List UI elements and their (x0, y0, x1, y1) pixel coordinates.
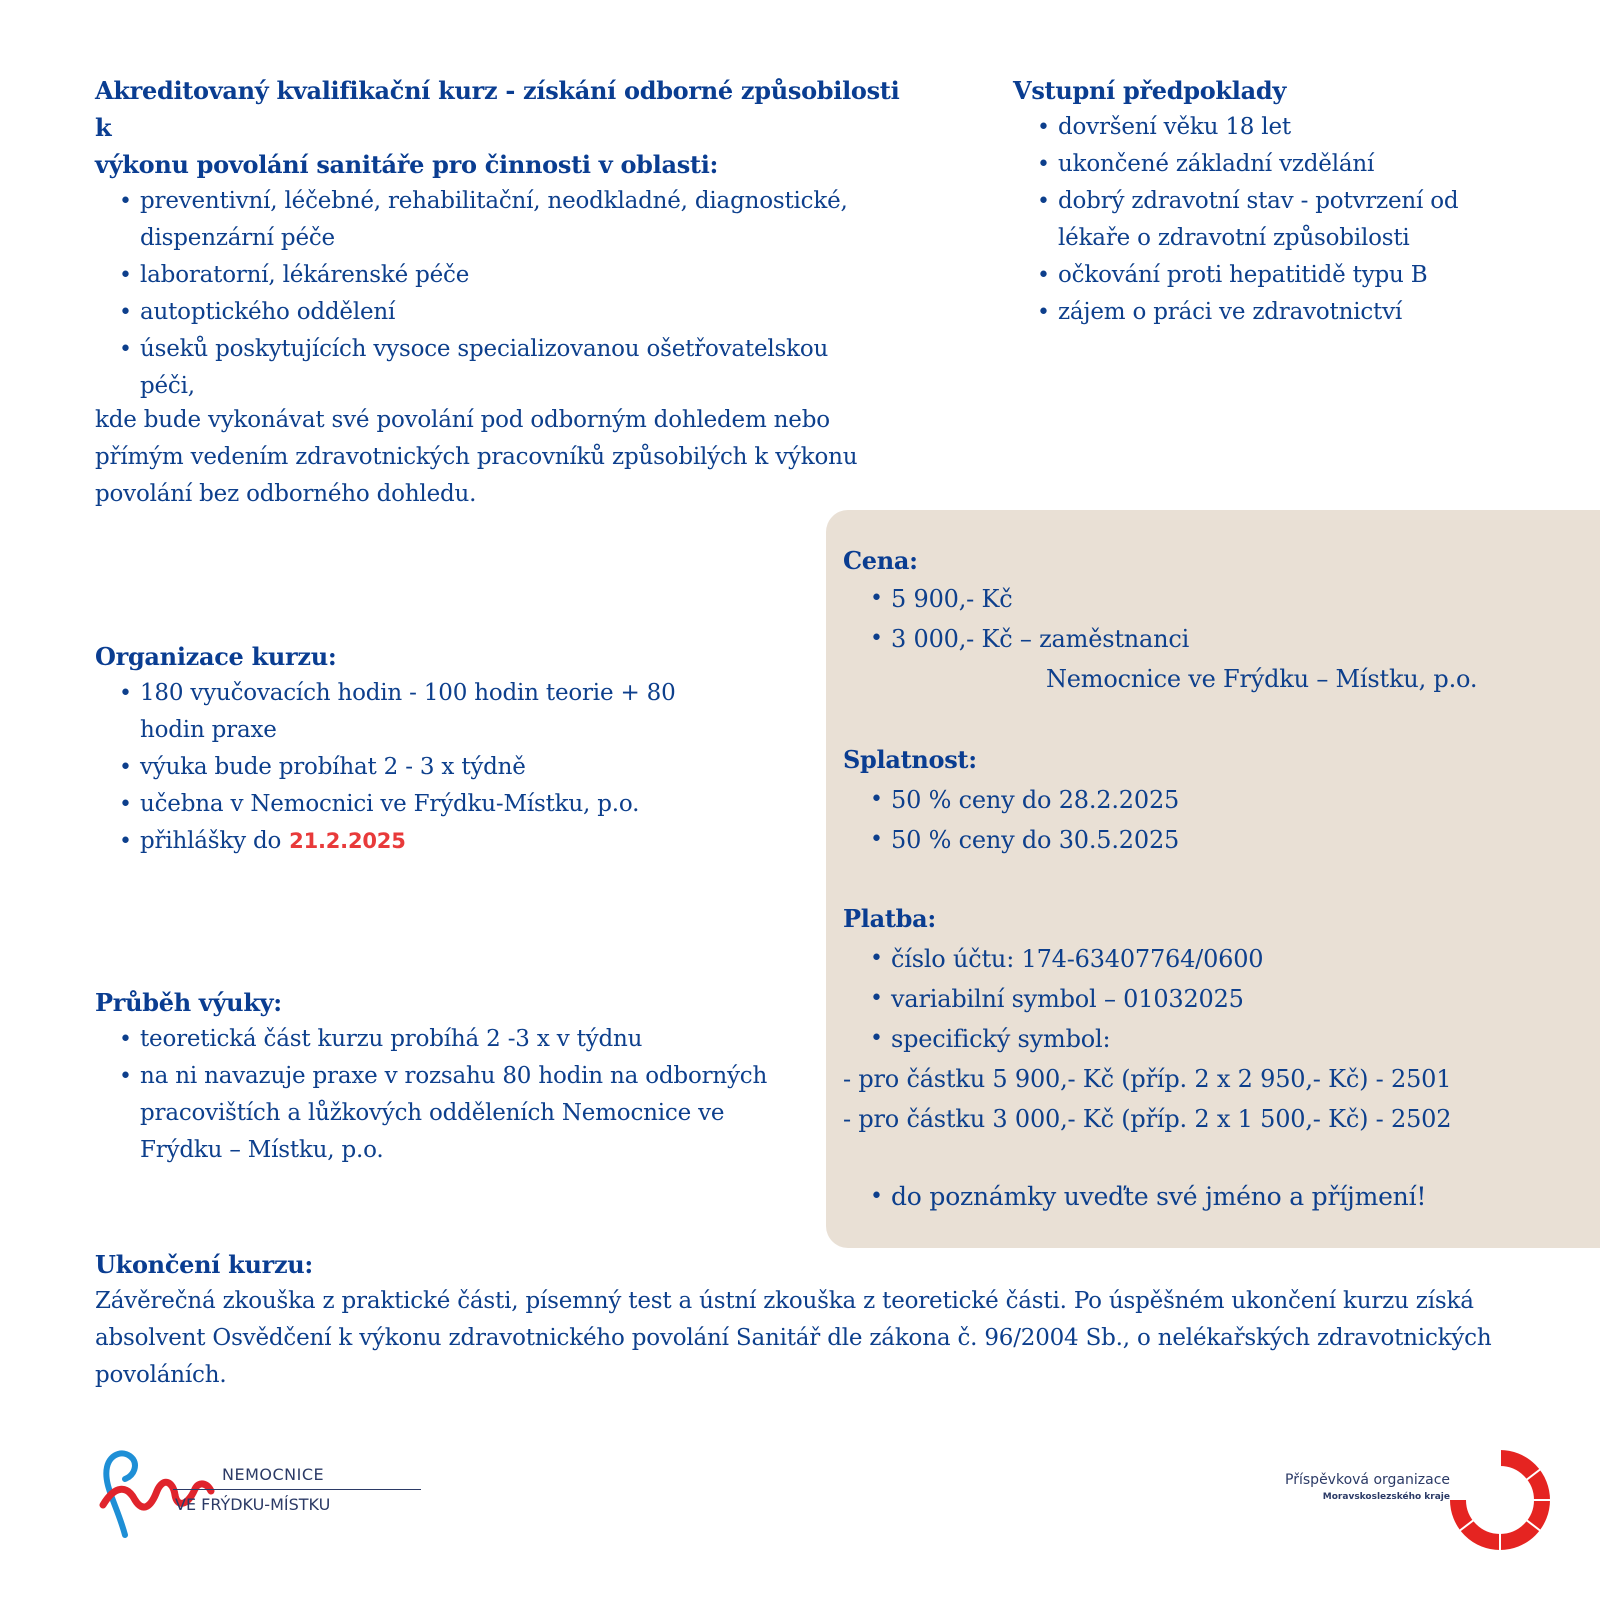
list-item: • na ni navazuje praxe v rozsahu 80 hodin na odborných pracovištích a lůžkových odděleních Nemocnice ve Frýdku – Místku, p.o. (140, 1058, 800, 1169)
list-item: • laboratorní, lékárenské péče (140, 257, 930, 294)
completion-text: Závěrečná zkouška z praktické části, písemný test a ústní zkouška z teoretické části. Po úspěšném ukončení kurzu získá absolvent Osvědčení k výkonu zdravotnického povolání Sanitář dle zákona č. 96/2004 Sb., o nelékařských zdravotnických povoláních. (95, 1288, 1492, 1388)
list-item: • úseků poskytujících vysoce specializovanou ošetřovatelskou péči, (140, 331, 880, 405)
intro-section (95, 72, 915, 405)
payment-list (843, 939, 1600, 1059)
payment-line-5900: - pro částku 5 900,- Kč (příp. 2 x 2 950,- Kč) - 2501 (843, 1065, 1452, 1093)
completion-title: Ukončení kurzu: (95, 1250, 313, 1279)
list-item: • 5 900,- Kč (891, 579, 1583, 619)
hospital-logo (95, 1445, 335, 1545)
hospital-name-line2: VE FRÝDKU-MÍSTKU (175, 1495, 331, 1514)
deadline-date: 21.2.2025 (289, 829, 406, 853)
list-item: • zájem o práci ve zdravotnictví (1058, 294, 1473, 331)
price-list (843, 579, 1583, 699)
prerequisites-section (1013, 72, 1473, 331)
list-item: • 180 vyučovacích hodin - 100 hodin teorie + 80 hodin praxe (140, 675, 700, 749)
hospital-name-line1: NEMOCNICE (222, 1465, 325, 1484)
course-list (95, 1021, 815, 1169)
org-line2: Moravskoslezského kraje (1322, 1492, 1450, 1502)
payment-title: Platba: (843, 904, 936, 933)
completion-section (95, 1246, 1555, 1394)
price-title: Cena: (843, 546, 918, 575)
course-section (95, 984, 815, 1169)
price-section (843, 542, 1583, 699)
list-item: • očkování proti hepatitidě typu B (1058, 257, 1473, 294)
list-item: • 50 % ceny do 30.5.2025 (891, 820, 1583, 860)
hospital-logo-divider (173, 1489, 421, 1490)
deadline-label: přihlášky do (140, 828, 282, 854)
list-item: • číslo účtu: 174-63407764/0600 (891, 939, 1600, 979)
payment-note: • do poznámky uveďte své jméno a příjmení! (891, 1177, 1600, 1217)
prerequisites-title: Vstupní předpoklady (1013, 76, 1286, 105)
payment-note-list (843, 1177, 1600, 1217)
course-title: Průběh výuky: (95, 988, 282, 1017)
list-item: • 50 % ceny do 28.2.2025 (891, 780, 1583, 820)
due-title: Splatnost: (843, 745, 977, 774)
list-item: • učebna v Nemocnici ve Frýdku-Místku, p.o. (140, 786, 735, 823)
due-section (843, 740, 1583, 860)
list-item: • ukončené základní vzdělání (1058, 146, 1473, 183)
price-employee-line: 3 000,- Kč – zaměstnanci (891, 625, 1190, 653)
list-item: • specifický symbol: (891, 1019, 1600, 1059)
intro-paragraph: kde bude vykonávat své povolání pod odborným dohledem nebo přímým vedením zdravotnických pracovníků způsobilých k výkonu povolání bez odborného dohledu. (95, 407, 858, 507)
intro-list (95, 183, 930, 405)
price-employee-org: Nemocnice ve Frýdku – Místku, p.o. (1046, 665, 1478, 693)
organization-title: Organizace kurzu: (95, 642, 337, 671)
intro-title-line1: Akreditovaný kvalifikační kurz - získání odborné způsobilosti k (95, 76, 900, 142)
list-item: • preventivní, léčebné, rehabilitační, neodkladné, diagnostické, dispenzární péče (140, 183, 930, 257)
payment-line-3000: - pro částku 3 000,- Kč (příp. 2 x 1 500,- Kč) - 2502 (843, 1105, 1452, 1133)
list-item: • výuka bude probíhat 2 - 3 x týdně (140, 749, 735, 786)
list-item: • dovršení věku 18 let (1058, 109, 1473, 146)
list-item: • autoptického oddělení (140, 294, 930, 331)
prerequisites-list (1013, 109, 1473, 331)
list-item (891, 619, 1583, 699)
organization-list (95, 675, 735, 860)
org-line1: Příspěvková organizace (1285, 1472, 1450, 1488)
region-logo-ring (1450, 1450, 1550, 1550)
due-list (843, 780, 1583, 860)
organization-section (95, 638, 735, 860)
list-item: • variabilní symbol – 01032025 (891, 979, 1600, 1019)
region-logo (1285, 1450, 1550, 1550)
intro-title-line2: výkonu povolání sanitáře pro činnosti v oblasti: (95, 150, 719, 179)
list-item (140, 823, 735, 860)
list-item: • dobrý zdravotní stav - potvrzení od lékaře o zdravotní způsobilosti (1058, 183, 1468, 257)
payment-section (843, 899, 1600, 1217)
list-item: • teoretická část kurzu probíhá 2 -3 x v týdnu (140, 1021, 815, 1058)
